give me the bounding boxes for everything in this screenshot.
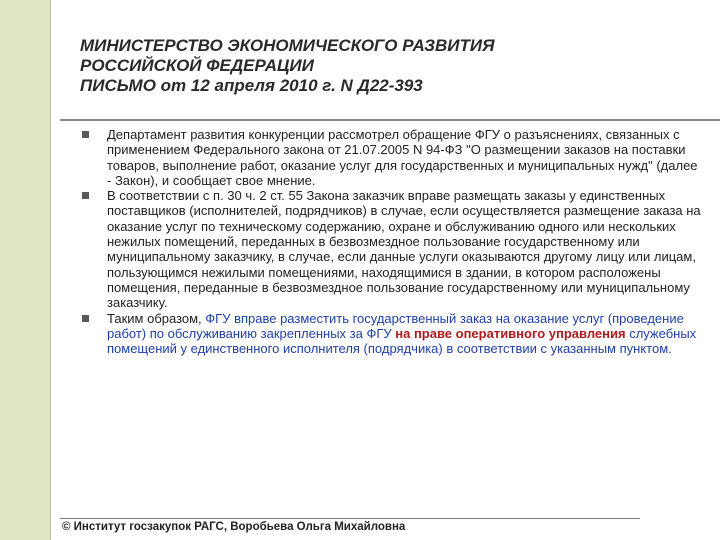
title-divider	[60, 119, 720, 121]
page-title	[80, 36, 700, 96]
left-decor-line	[50, 0, 51, 540]
highlight-red-text: на праве оперативного управления	[395, 325, 626, 341]
footer-copyright: © Институт госзакупок РАГС, Воробьева Ольга Михайловна	[62, 521, 406, 533]
paragraph-text: Департамент развития конкуренции рассмотрел обращение ФГУ о разъяснениях, связанных с применением Федерального закона от 21.07.2005 N 94-ФЗ "О размещении заказов на поставки товаров, выполнение работ, оказание услуг для государственных и муниципальных нужд" (далее - Закон), и сообщает свое мнение.	[107, 127, 698, 188]
document-body	[82, 127, 702, 356]
square-bullet-icon	[82, 131, 89, 138]
left-decor-band	[0, 0, 50, 540]
square-bullet-icon	[82, 192, 89, 199]
title-line-2: РОССИЙСКОЙ ФЕДЕРАЦИИ	[80, 56, 314, 75]
list-item	[82, 127, 702, 188]
title-line-3: ПИСЬМО от 12 апреля 2010 г. N Д22-393	[80, 76, 423, 95]
square-bullet-icon	[82, 315, 89, 322]
list-item	[82, 188, 702, 310]
highlight-blue-text-end: служебных помещений у единственного исполнителя (подрядчика) в соответствии с указанным пунктом.	[107, 325, 697, 357]
title-line-1: МИНИСТЕРСТВО ЭКОНОМИЧЕСКОГО РАЗВИТИЯ	[80, 36, 495, 55]
paragraph-text: В соответствии с п. 30 ч. 2 ст. 55 Закона заказчик вправе размещать заказы у единственных поставщиков (исполнителей, подрядчиков) в случае, если осуществляется размещение заказа на оказание услуг по техническому содержанию, охране и обслуживанию одного или нескольких нежилых помещений, переданных в безвозмездное пользование государственному или муниципальному заказчику, в случае, если данные услуги оказываются другому лицу или лицам, пользующимся нежилыми помещениями, находящимися в здании, в котором расположены помещения, переданные в безвозмездное пользование государственному или муниципальному заказчику.	[107, 188, 701, 311]
list-item	[82, 311, 702, 357]
paragraph-intro: Таким образом,	[107, 310, 206, 326]
highlight-blue-text: ФГУ вправе разместить государственный заказ на оказание услуг (проведение работ) по обслуживанию закрепленных за ФГУ	[107, 310, 684, 341]
footer-divider	[60, 518, 640, 519]
paragraph-text	[107, 311, 696, 357]
